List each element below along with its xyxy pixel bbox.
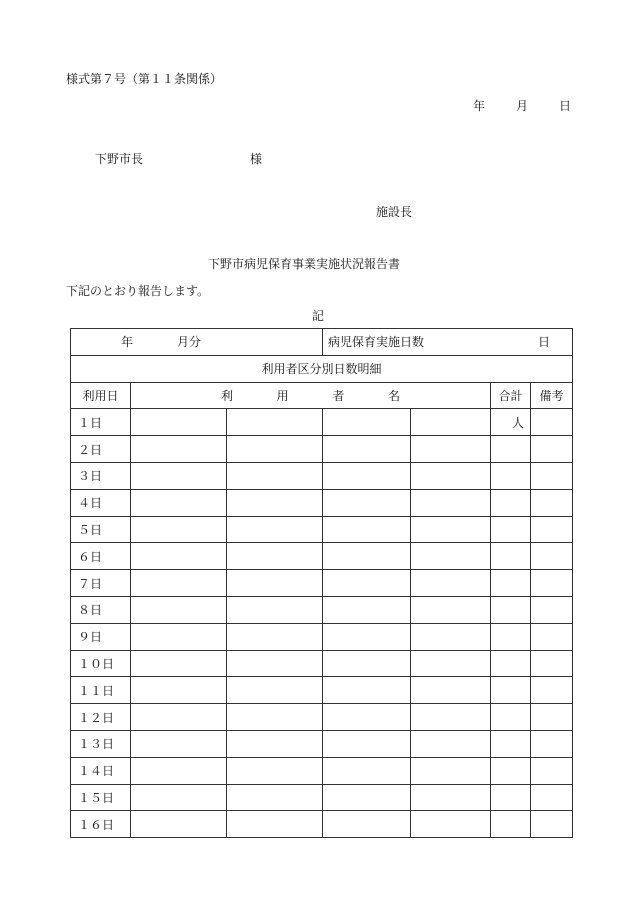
user-name-cell[interactable] bbox=[411, 784, 491, 811]
user-name-cell[interactable] bbox=[227, 489, 323, 516]
user-name-cell[interactable] bbox=[411, 650, 491, 677]
row-date: ３日 bbox=[71, 462, 131, 489]
user-name-cell[interactable] bbox=[323, 811, 411, 838]
user-name-cell[interactable] bbox=[411, 462, 491, 489]
user-name-cell[interactable] bbox=[323, 757, 411, 784]
user-name-cell[interactable] bbox=[227, 623, 323, 650]
period-cell[interactable] bbox=[71, 329, 323, 356]
user-name-cell[interactable] bbox=[131, 436, 227, 463]
user-name-cell[interactable] bbox=[227, 570, 323, 597]
user-name-cell[interactable] bbox=[131, 570, 227, 597]
user-name-cell[interactable] bbox=[323, 677, 411, 704]
user-name-cell[interactable] bbox=[227, 704, 323, 731]
user-name-cell[interactable] bbox=[323, 570, 411, 597]
user-name-cell[interactable] bbox=[227, 650, 323, 677]
notes-cell[interactable] bbox=[531, 409, 573, 436]
table-row bbox=[71, 436, 573, 463]
notes-cell[interactable] bbox=[531, 811, 573, 838]
ki-label: 記 bbox=[312, 309, 325, 323]
col-notes-header: 備考 bbox=[531, 382, 573, 409]
table-row bbox=[71, 623, 573, 650]
total-cell[interactable] bbox=[491, 516, 531, 543]
total-cell[interactable] bbox=[491, 489, 531, 516]
table-row bbox=[71, 704, 573, 731]
table-row bbox=[71, 489, 573, 516]
row-date: ６日 bbox=[71, 543, 131, 570]
intro-text: 下記のとおり報告します。 bbox=[66, 284, 210, 298]
col-total-header: 合計 bbox=[491, 382, 531, 409]
table-row bbox=[71, 409, 573, 436]
report-table bbox=[70, 328, 573, 838]
period-month-label: 月分 bbox=[177, 335, 202, 350]
user-name-cell[interactable] bbox=[411, 436, 491, 463]
user-name-cell[interactable] bbox=[411, 596, 491, 623]
table-row bbox=[71, 784, 573, 811]
user-name-cell[interactable] bbox=[227, 784, 323, 811]
table-row bbox=[71, 596, 573, 623]
days-cell[interactable] bbox=[323, 329, 573, 356]
notes-cell[interactable] bbox=[531, 623, 573, 650]
table-row bbox=[71, 730, 573, 757]
total-cell[interactable] bbox=[491, 623, 531, 650]
user-name-cell[interactable] bbox=[411, 677, 491, 704]
user-name-cell[interactable] bbox=[227, 596, 323, 623]
notes-cell[interactable] bbox=[531, 677, 573, 704]
user-name-cell[interactable] bbox=[411, 704, 491, 731]
form-number: 様式第７号（第１１条関係） bbox=[66, 72, 223, 86]
user-name-cell[interactable] bbox=[323, 436, 411, 463]
user-name-cell[interactable] bbox=[411, 757, 491, 784]
total-cell[interactable] bbox=[491, 596, 531, 623]
table-row bbox=[71, 677, 573, 704]
row-date: １１日 bbox=[71, 677, 131, 704]
user-name-cell[interactable] bbox=[323, 623, 411, 650]
notes-cell[interactable] bbox=[531, 543, 573, 570]
user-name-cell[interactable] bbox=[411, 570, 491, 597]
user-name-cell[interactable] bbox=[131, 677, 227, 704]
user-name-cell[interactable] bbox=[131, 516, 227, 543]
user-name-cell[interactable] bbox=[411, 489, 491, 516]
total-cell[interactable] bbox=[491, 436, 531, 463]
table-row bbox=[71, 650, 573, 677]
user-name-cell[interactable] bbox=[131, 623, 227, 650]
notes-cell[interactable] bbox=[531, 650, 573, 677]
user-name-cell[interactable] bbox=[131, 811, 227, 838]
user-name-cell[interactable] bbox=[227, 811, 323, 838]
row-date: ８日 bbox=[71, 596, 131, 623]
row-date: １２日 bbox=[71, 704, 131, 731]
user-name-cell[interactable] bbox=[411, 730, 491, 757]
user-name-cell[interactable] bbox=[323, 704, 411, 731]
user-name-cell[interactable] bbox=[131, 409, 227, 436]
total-cell[interactable] bbox=[491, 704, 531, 731]
total-cell[interactable] bbox=[491, 784, 531, 811]
user-name-cell[interactable] bbox=[323, 516, 411, 543]
col-users-char-4: 名 bbox=[387, 388, 400, 403]
user-name-cell[interactable] bbox=[227, 516, 323, 543]
total-cell[interactable] bbox=[491, 811, 531, 838]
period-year-label: 年 bbox=[121, 335, 134, 350]
user-name-cell[interactable] bbox=[131, 704, 227, 731]
row-date: １６日 bbox=[71, 811, 131, 838]
user-name-cell[interactable] bbox=[411, 409, 491, 436]
row-date: ５日 bbox=[71, 516, 131, 543]
table-row bbox=[71, 543, 573, 570]
days-unit: 日 bbox=[538, 335, 551, 350]
row-date: １３日 bbox=[71, 730, 131, 757]
date-month-label: 月 bbox=[516, 99, 529, 113]
period-row bbox=[71, 329, 573, 356]
notes-cell[interactable] bbox=[531, 596, 573, 623]
col-users-char-2: 用 bbox=[276, 388, 289, 403]
user-name-cell[interactable] bbox=[131, 489, 227, 516]
user-name-cell[interactable] bbox=[323, 650, 411, 677]
user-name-cell[interactable] bbox=[131, 784, 227, 811]
section-title-row bbox=[71, 355, 573, 382]
user-name-cell[interactable] bbox=[323, 543, 411, 570]
total-cell[interactable] bbox=[491, 570, 531, 597]
user-name-cell[interactable] bbox=[131, 543, 227, 570]
user-name-cell[interactable] bbox=[131, 757, 227, 784]
user-name-cell[interactable] bbox=[323, 462, 411, 489]
sender: 施設長 bbox=[376, 205, 413, 219]
column-header-row bbox=[71, 382, 573, 409]
notes-cell[interactable] bbox=[531, 462, 573, 489]
col-users-char-3: 者 bbox=[332, 388, 345, 403]
user-name-cell[interactable] bbox=[227, 543, 323, 570]
notes-cell[interactable] bbox=[531, 570, 573, 597]
col-users-char-1: 利 bbox=[221, 388, 234, 403]
user-name-cell[interactable] bbox=[131, 730, 227, 757]
notes-cell[interactable] bbox=[531, 436, 573, 463]
row-date: ９日 bbox=[71, 623, 131, 650]
notes-cell[interactable] bbox=[531, 516, 573, 543]
user-name-cell[interactable] bbox=[131, 596, 227, 623]
row-date: １日 bbox=[71, 409, 131, 436]
honorific: 様 bbox=[250, 152, 263, 166]
days-label: 病児保育実施日数 bbox=[328, 335, 425, 350]
user-name-cell[interactable] bbox=[227, 462, 323, 489]
row-date: ４日 bbox=[71, 489, 131, 516]
user-name-cell[interactable] bbox=[227, 730, 323, 757]
notes-cell[interactable] bbox=[531, 489, 573, 516]
total-cell[interactable] bbox=[491, 677, 531, 704]
total-cell[interactable] bbox=[491, 757, 531, 784]
row-date: ７日 bbox=[71, 570, 131, 597]
document-title: 下野市病児保育事業実施状況報告書 bbox=[208, 257, 401, 271]
row-date: １０日 bbox=[71, 650, 131, 677]
user-name-cell[interactable] bbox=[227, 409, 323, 436]
total-cell[interactable] bbox=[491, 543, 531, 570]
row-date: １４日 bbox=[71, 757, 131, 784]
total-cell[interactable] bbox=[491, 650, 531, 677]
user-name-cell[interactable] bbox=[323, 409, 411, 436]
date-day-label: 日 bbox=[559, 99, 572, 113]
notes-cell[interactable] bbox=[531, 757, 573, 784]
table-row bbox=[71, 516, 573, 543]
col-date-header: 利用日 bbox=[71, 382, 131, 409]
user-name-cell[interactable] bbox=[227, 436, 323, 463]
notes-cell[interactable] bbox=[531, 730, 573, 757]
user-name-cell[interactable] bbox=[411, 543, 491, 570]
user-name-cell[interactable] bbox=[323, 489, 411, 516]
col-users-header bbox=[131, 382, 491, 409]
user-name-cell[interactable] bbox=[227, 677, 323, 704]
table-row bbox=[71, 811, 573, 838]
section-title: 利用者区分別日数明細 bbox=[71, 355, 573, 382]
notes-cell[interactable] bbox=[531, 704, 573, 731]
user-name-cell[interactable] bbox=[323, 730, 411, 757]
total-cell[interactable]: 人 bbox=[491, 409, 531, 436]
date-year-label: 年 bbox=[473, 99, 486, 113]
user-name-cell[interactable] bbox=[227, 757, 323, 784]
addressee: 下野市長 bbox=[95, 152, 144, 166]
row-date: ２日 bbox=[71, 436, 131, 463]
table-row bbox=[71, 462, 573, 489]
user-name-cell[interactable] bbox=[323, 596, 411, 623]
user-name-cell[interactable] bbox=[131, 650, 227, 677]
user-name-cell[interactable] bbox=[323, 784, 411, 811]
notes-cell[interactable] bbox=[531, 784, 573, 811]
table-row bbox=[71, 757, 573, 784]
row-date: １５日 bbox=[71, 784, 131, 811]
user-name-cell[interactable] bbox=[411, 811, 491, 838]
total-cell[interactable] bbox=[491, 462, 531, 489]
user-name-cell[interactable] bbox=[411, 516, 491, 543]
user-name-cell[interactable] bbox=[131, 462, 227, 489]
table-row bbox=[71, 570, 573, 597]
total-cell[interactable] bbox=[491, 730, 531, 757]
user-name-cell[interactable] bbox=[411, 623, 491, 650]
